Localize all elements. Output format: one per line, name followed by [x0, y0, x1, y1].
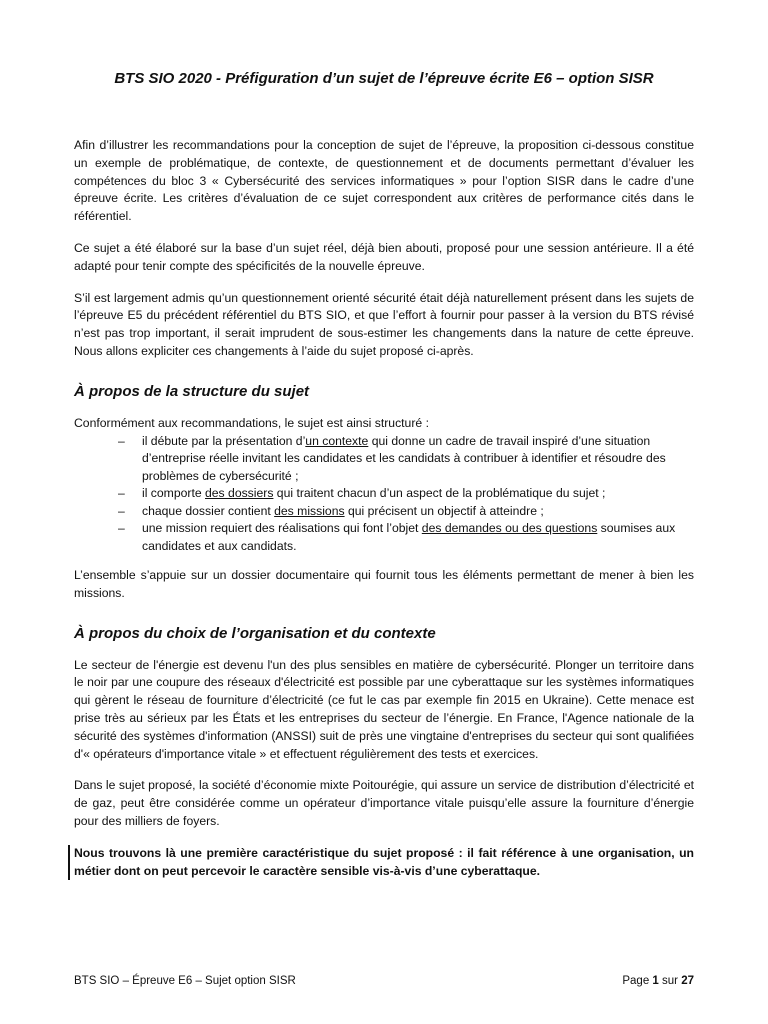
context-paragraph-2: Dans le sujet proposé, la société d’économie mixte Poitourégie, qui assure un service de distribution d’électricité et de gaz, peut être considérée comme un opérateur d’importance vitale puisqu’elle assure la fourniture d’énergie pour des milliers de foyers. — [74, 778, 694, 829]
list-item: – une mission requiert des réalisations qui font l’objet des demandes ou des questions soumises aux candidates et aux candidats. — [118, 521, 676, 553]
document-title: BTS SIO 2020 - Préfiguration d’un sujet de l’épreuve écrite E6 – option SISR — [114, 70, 654, 87]
underlined-term: des demandes ou des questions — [421, 521, 598, 536]
dash-bullet: – — [118, 503, 125, 518]
list-item: – il débute par la présentation d’un contexte qui donne un cadre de travail inspiré d’une situation d’entreprise réelle invitant les candidates et les candidats à contribuer à identifier et résoudre des problèmes de cybersécurité ; — [118, 433, 666, 483]
list-item: – chaque dossier contient des missions qui précisent un objectif à atteindre ; — [74, 503, 694, 521]
structure-closing: L’ensemble s’appuie sur un dossier documentaire qui fournit tous les éléments permettant de mener à bien les missions. — [74, 568, 694, 600]
footer-label: BTS SIO – Épreuve E6 – Sujet option SISR — [74, 975, 296, 987]
dash-bullet: – — [118, 433, 125, 448]
context-paragraph-3: Nous trouvons là une première caractéristique du sujet proposé : il fait référence à une organisation, un métier dont on peut percevoir le caractère sensible vis-à-vis d’une cyberattaque. — [68, 845, 694, 881]
intro-paragraph-3: S’il est largement admis qu’un questionnement orienté sécurité était déjà naturellement présent dans les sujets de l’épreuve E5 du précédent référentiel du BTS SIO, et que l’effort à fournir pour passer à la version du BTS révisé n’est pas trop important, il serait imprudent de sous-estimer les changements dans la nature de cette épreuve. Nous allons expliciter ces changements à l’aide du sujet proposé ci-après. — [74, 290, 694, 358]
context-paragraph-1: Le secteur de l'énergie est devenu l'un des plus sensibles en matière de cybersécurité. Plonger un territoire dans le noir par une coupure des réseaux d'électricité est possible par une cyberattaque sur les systèmes informatiques qui gèrent le réseau de fourniture d’électricité (ce fut le cas par exemple fin 2015 en Ukraine). Cette menace est prise très au sérieux par les États et les entreprises du secteur de l’énergie. En France, l'Agence nationale de la sécurité des systèmes d'information (ANSSI) suit de près une vingtaine d'entreprises du secteur qui sont qualifiées d'« opérateurs d'importance vitale » et effectuent régulièrement des tests et exercices. — [74, 657, 694, 761]
underlined-term: un contexte — [305, 433, 369, 448]
section-heading-structure: À propos de la structure du sujet — [74, 382, 310, 400]
document-body — [74, 137, 694, 894]
structure-lead: Conformément aux recommandations, le sujet est ainsi structuré : — [74, 415, 429, 430]
underlined-term: des dossiers — [205, 486, 274, 501]
intro-paragraph-2: Ce sujet a été élaboré sur la base d’un sujet réel, déjà bien abouti, proposé pour une session antérieure. Il a été adapté pour tenir compte des spécificités de la nouvelle épreuve. — [74, 240, 694, 273]
intro-paragraph-1: Afin d’illustrer les recommandations pour la conception de sujet de l’épreuve, la proposition ci-dessous constitue un exemple de problématique, de contexte, de questionnement et de documents permettant d’évaluer les compétences du bloc 3 « Cybersécurité des services informatiques » pour l’option SISR dans le cadre d’une épreuve écrite. Les critères d’évaluation de ce sujet correspondent aux critères de performance cités dans le référentiel. — [74, 138, 694, 224]
section-heading-context: À propos du choix de l’organisation et du contexte — [74, 624, 436, 642]
dash-bullet: – — [118, 521, 125, 536]
page-number: Page 1 sur 27 — [622, 975, 694, 987]
dash-bullet: – — [118, 486, 125, 501]
structure-list — [74, 433, 694, 556]
list-item: – il comporte des dossiers qui traitent chacun d’un aspect de la problématique du sujet ; — [74, 485, 694, 503]
underlined-term: des missions — [274, 503, 345, 518]
